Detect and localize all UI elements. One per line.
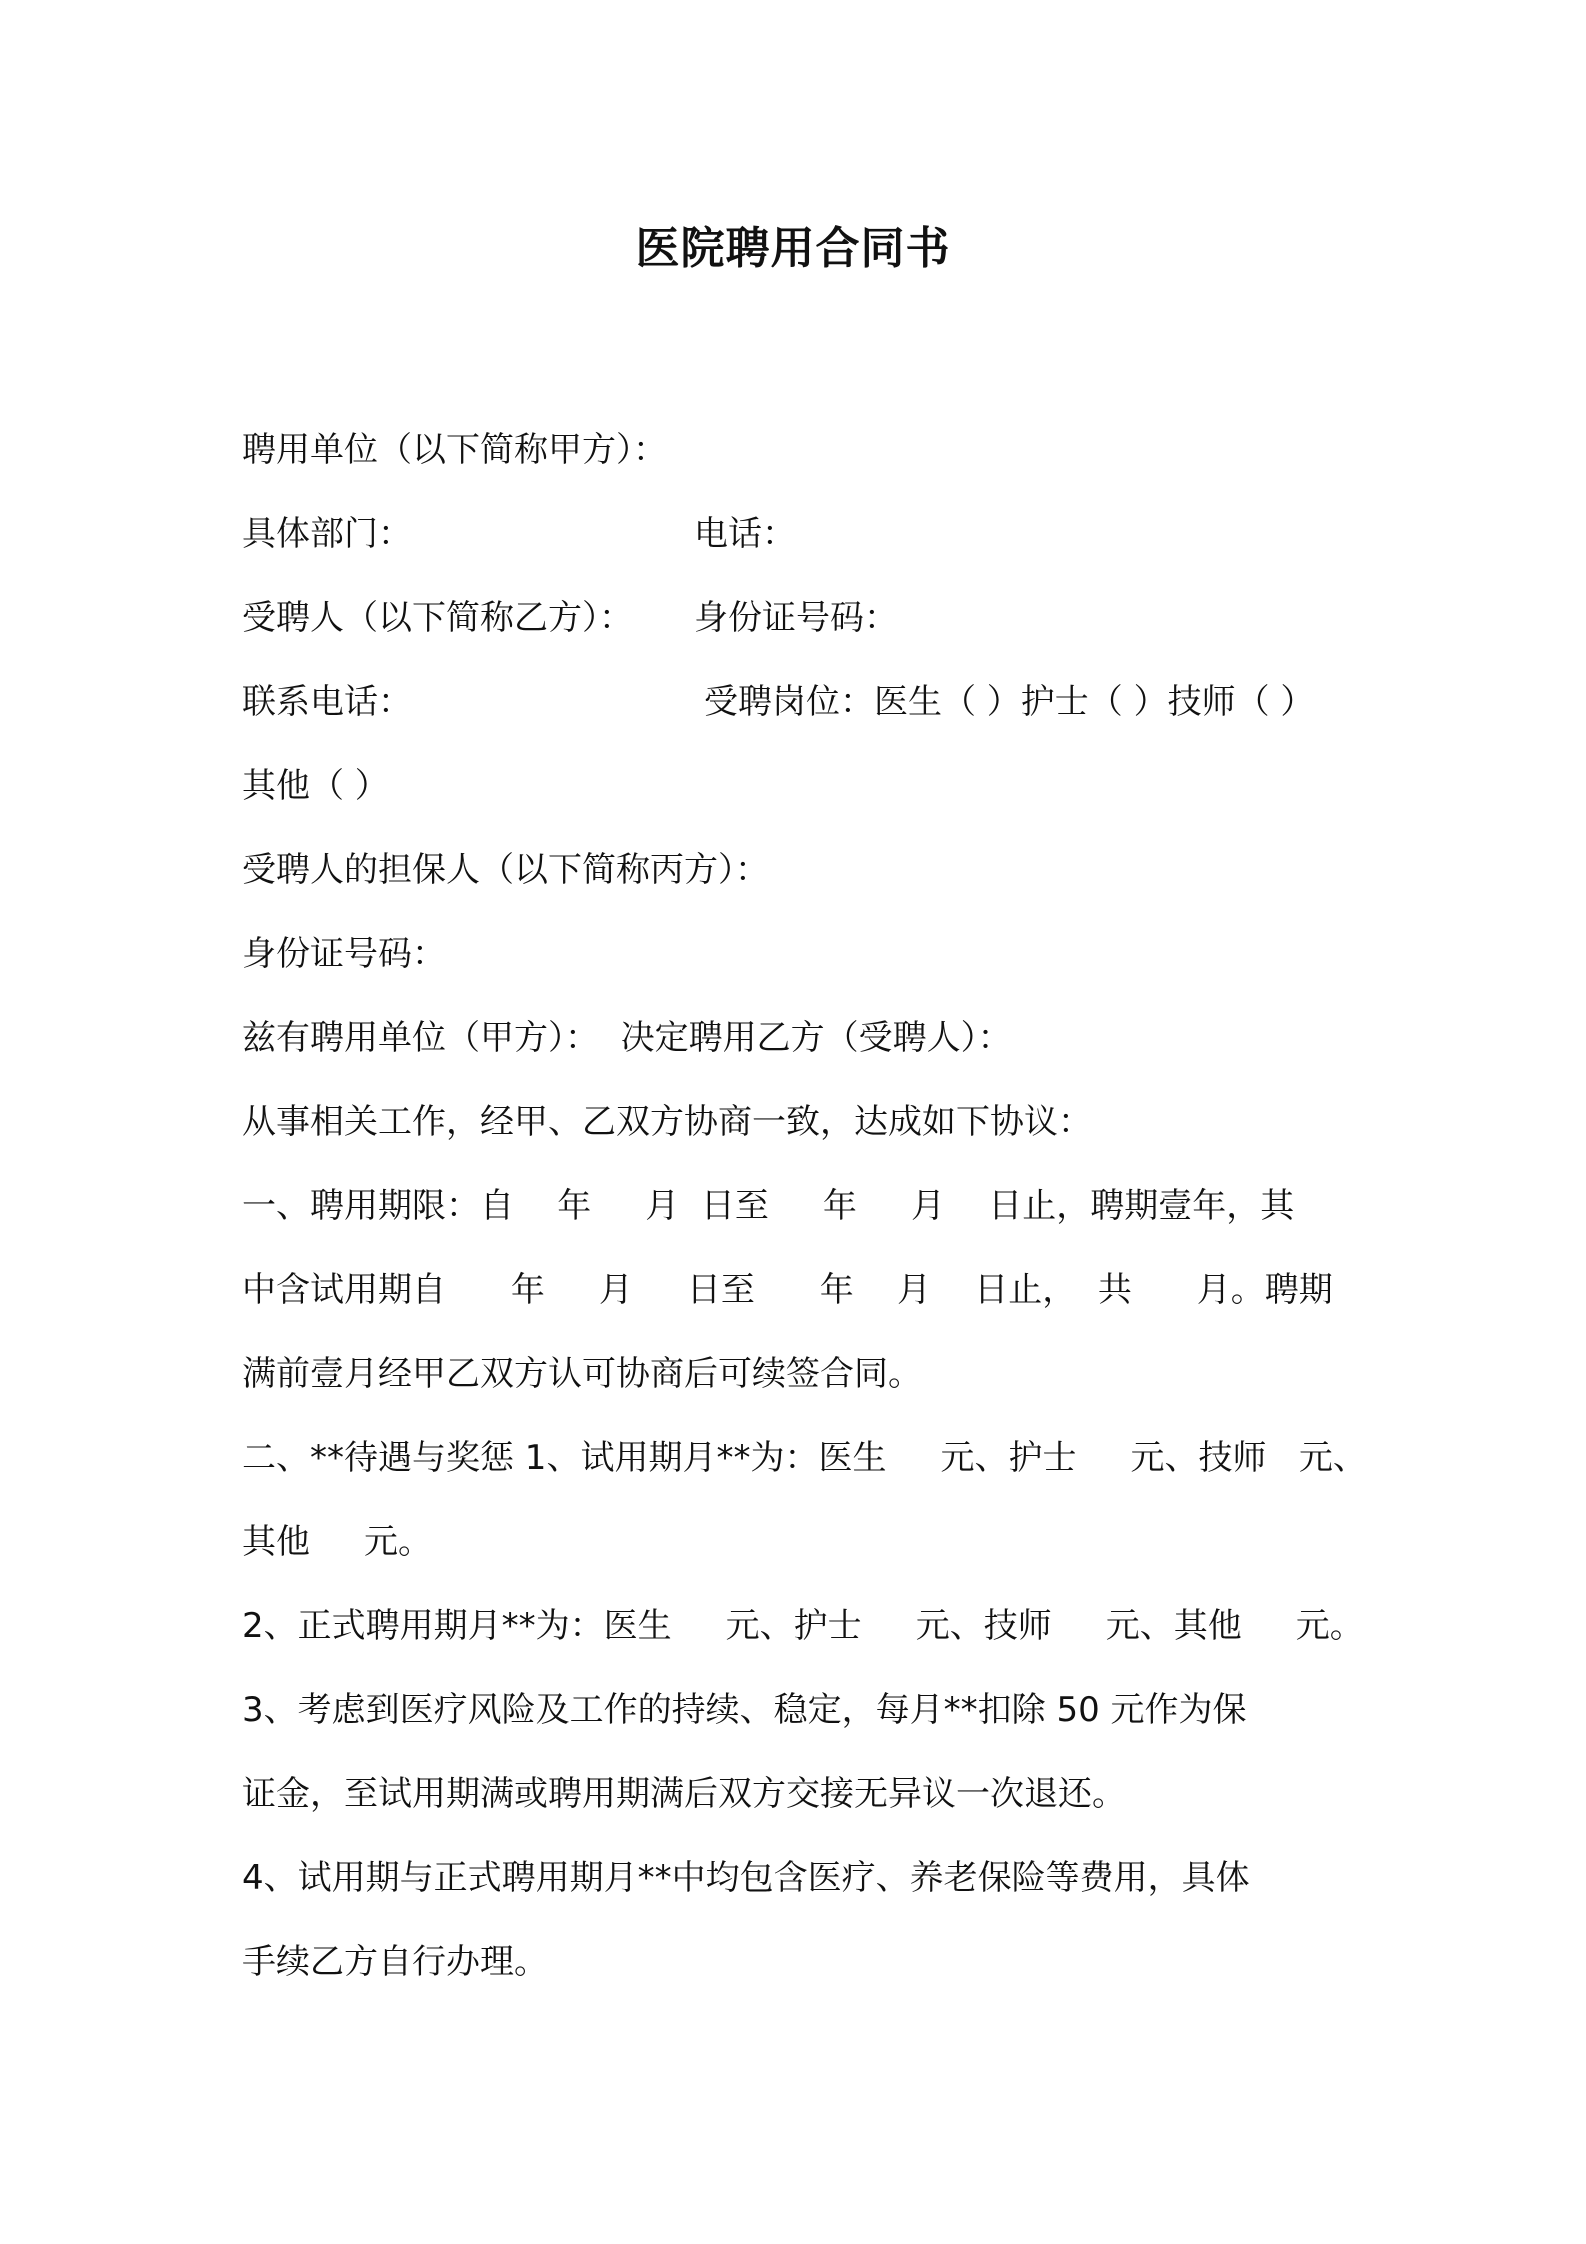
salary-trial-line-1 bbox=[242, 1416, 1372, 1500]
deposit-line-1 bbox=[242, 1668, 1372, 1752]
department-phone-line bbox=[242, 492, 1372, 576]
term-line-2 bbox=[242, 1248, 1372, 1332]
deposit-line-2 bbox=[242, 1752, 1372, 1836]
guarantor-label: 受聘人的担保人（以下简称丙方）： bbox=[242, 850, 769, 890]
term-line-1 bbox=[242, 1164, 1372, 1248]
salary-trial-text-1: 二、**待遇与奖惩 1、试用期月**为：医生 元、护士 元、技师 元、 bbox=[242, 1438, 1367, 1478]
document-title: 医院聘用合同书 bbox=[635, 223, 951, 274]
insurance-line-1 bbox=[242, 1836, 1372, 1920]
phone-label: 电话： bbox=[694, 514, 796, 554]
employer-label: 聘用单位（以下简称甲方）： bbox=[242, 430, 667, 470]
employer-line bbox=[242, 408, 1372, 492]
salary-trial-line-2 bbox=[242, 1500, 1372, 1584]
department-label: 具体部门： bbox=[242, 514, 412, 554]
insurance-text-2: 手续乙方自行办理。 bbox=[242, 1942, 548, 1982]
salary-formal-line bbox=[242, 1584, 1372, 1668]
insurance-line-2 bbox=[242, 1920, 1372, 2004]
contact-position-line bbox=[242, 660, 1372, 744]
term-text-3: 满前壹月经甲乙双方认可协商后可续签合同。 bbox=[242, 1354, 922, 1394]
guarantor-id-line bbox=[242, 912, 1372, 996]
term-text-2: 中含试用期自 年 月 日至 年 月 日止， 共 月。聘期 bbox=[242, 1270, 1333, 1310]
document-body bbox=[242, 408, 1372, 2004]
term-text-1: 一、聘用期限：自 年 月 日至 年 月 日止，聘期壹年，其 bbox=[242, 1186, 1295, 1226]
insurance-text-1: 4、试用期与正式聘用期月**中均包含医疗、养老保险等费用，具体 bbox=[242, 1858, 1250, 1898]
appointment-line bbox=[242, 996, 1372, 1080]
employee-id-line bbox=[242, 576, 1372, 660]
id-number-label: 身份证号码： bbox=[694, 598, 898, 638]
guarantor-id-label: 身份证号码： bbox=[242, 934, 446, 974]
salary-formal-text: 2、正式聘用期月**为：医生 元、护士 元、技师 元、其他 元。 bbox=[242, 1606, 1364, 1646]
other-position-line bbox=[242, 744, 1372, 828]
term-line-3 bbox=[242, 1332, 1372, 1416]
deposit-text-1: 3、考虑到医疗风险及工作的持续、稳定，每月**扣除 50 元作为保 bbox=[242, 1690, 1247, 1730]
position-label: 受聘岗位：医生（ ）护士（ ）技师（ ） bbox=[704, 682, 1315, 722]
deposit-text-2: 证金，至试用期满或聘用期满后双方交接无异议一次退还。 bbox=[242, 1774, 1126, 1814]
appointment-text: 兹有聘用单位（甲方）： 决定聘用乙方（受聘人）： bbox=[242, 1018, 1012, 1058]
agreement-intro-line bbox=[242, 1080, 1372, 1164]
guarantor-line bbox=[242, 828, 1372, 912]
other-position-label: 其他（ ） bbox=[242, 766, 389, 806]
employee-label: 受聘人（以下简称乙方）： bbox=[242, 598, 633, 638]
contact-phone-label: 联系电话： bbox=[242, 682, 412, 722]
salary-trial-text-2: 其他 元。 bbox=[242, 1522, 433, 1562]
agreement-intro-text: 从事相关工作，经甲、乙双方协商一致，达成如下协议： bbox=[242, 1102, 1092, 1142]
